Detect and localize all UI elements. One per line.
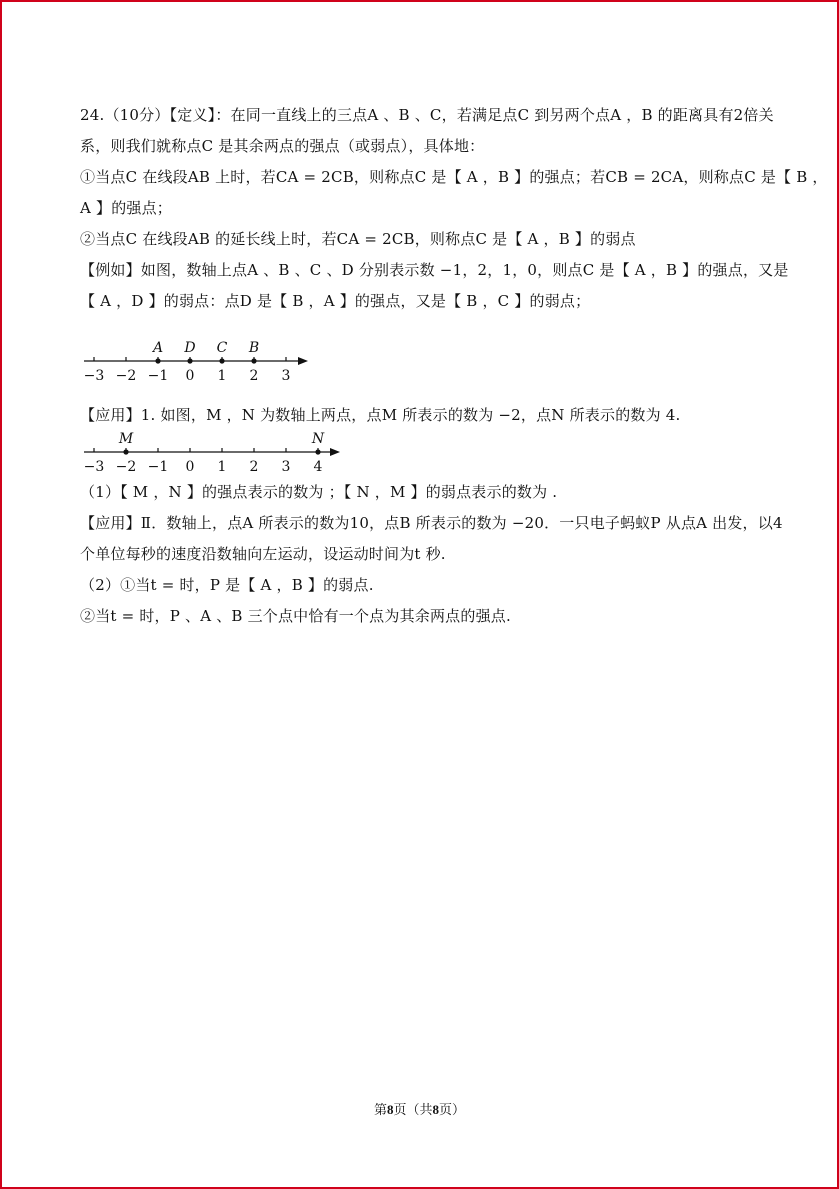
problem-line-5: ②当点C 在线段AB 的延长线上时，若CA = 2CB，则称点C 是【 A ，B 】的弱点	[80, 230, 636, 248]
nl2-tick-label: 4	[313, 459, 323, 475]
nl1-tick-label: −2	[115, 368, 137, 384]
application-1-line: 【应用】1. 如图，M ，N 为数轴上两点，点M 所表示的数为 −2，点N 所表示的数为 4.	[80, 406, 681, 424]
application-2-line-2: 个单位每秒的速度沿数轴向左运动，设运动时间为t 秒.	[80, 545, 446, 563]
question-2-line-1: （2）①当t = 时，P 是【 A ，B 】的弱点.	[80, 576, 374, 594]
nl2-tick-label: 3	[281, 459, 291, 475]
nl1-tick-label: 1	[217, 368, 227, 384]
question-2-line-2: ②当t = 时，P 、A 、B 三个点中恰有一个点为其余两点的强点.	[80, 607, 511, 625]
nl1-point-label-A: A	[152, 340, 164, 356]
nl1-point-D	[187, 358, 192, 363]
problem-text-bottom	[80, 481, 783, 627]
nl1-arrow	[298, 357, 308, 365]
footer-total-pages: 8	[432, 1102, 439, 1117]
application-2-line-1: 【应用】Ⅱ．数轴上，点A 所表示的数为10，点B 所表示的数为 −20．一只电子蚂蚁P 从点A 出发，以4	[80, 514, 783, 532]
nl2-point-N	[315, 449, 320, 454]
number-line-application	[80, 428, 350, 480]
number-line-example	[80, 336, 320, 392]
nl2-arrow	[330, 448, 340, 456]
nl2-tick-label: 1	[217, 459, 227, 475]
problem-line-3: ①当点C 在线段AB 上时，若CA = 2CB，则称点C 是【 A ，B 】的强点；若CB = 2CA，则称点C 是【 B ，	[80, 168, 828, 186]
nl2-tick-label: −2	[115, 459, 137, 475]
problem-line-4: A 】的强点；	[80, 199, 173, 217]
application-1-text	[80, 404, 680, 426]
nl1-point-C	[219, 358, 224, 363]
nl2-tick-label: −3	[83, 459, 105, 475]
nl1-point-label-D: D	[184, 340, 196, 356]
nl1-point-label-B: B	[248, 340, 260, 356]
nl2-tick-label: 0	[185, 459, 195, 475]
nl2-tick-label: 2	[249, 459, 259, 475]
problem-line-1: 24.（10分）【定义】：在同一直线上的三点A 、B 、C，若满足点C 到另两个点A ，B 的距离具有2倍关	[80, 106, 774, 124]
problem-line-2: 系，则我们就称点C 是其余两点的强点（或弱点），具体地：	[80, 137, 485, 155]
nl2-point-label-N: N	[311, 431, 325, 447]
footer-suffix: 页）	[439, 1102, 466, 1117]
page-footer	[0, 1099, 839, 1118]
footer-prefix: 第	[373, 1102, 387, 1117]
nl1-tick-label: 3	[281, 368, 291, 384]
nl1-point-label-C: C	[216, 340, 228, 356]
question-1-line: （1）【 M ，N 】的强点表示的数为 ；【 N ，M 】的弱点表示的数为 .	[80, 483, 558, 501]
nl1-tick-label: −3	[83, 368, 105, 384]
footer-middle: 页（共	[393, 1102, 433, 1117]
nl1-tick-label: 0	[185, 368, 195, 384]
nl2-tick-label: −1	[147, 459, 169, 475]
nl1-tick-label: −1	[147, 368, 169, 384]
nl1-point-A	[155, 358, 160, 363]
nl1-point-B	[251, 358, 256, 363]
footer-page-number: 8	[386, 1102, 394, 1117]
nl2-point-M	[123, 449, 128, 454]
problem-line-7: 【 A ，D 】的弱点：点D 是【 B ，A 】的强点，又是【 B ，C 】的弱点；	[80, 292, 591, 310]
nl2-point-label-M: M	[118, 431, 134, 447]
nl1-tick-label: 2	[249, 368, 259, 384]
problem-text-top	[80, 104, 828, 312]
problem-line-6: 【例如】如图，数轴上点A 、B 、C 、D 分别表示数 −1，2，1，0，则点C 是【 A ，B 】的强点，又是	[80, 261, 789, 279]
